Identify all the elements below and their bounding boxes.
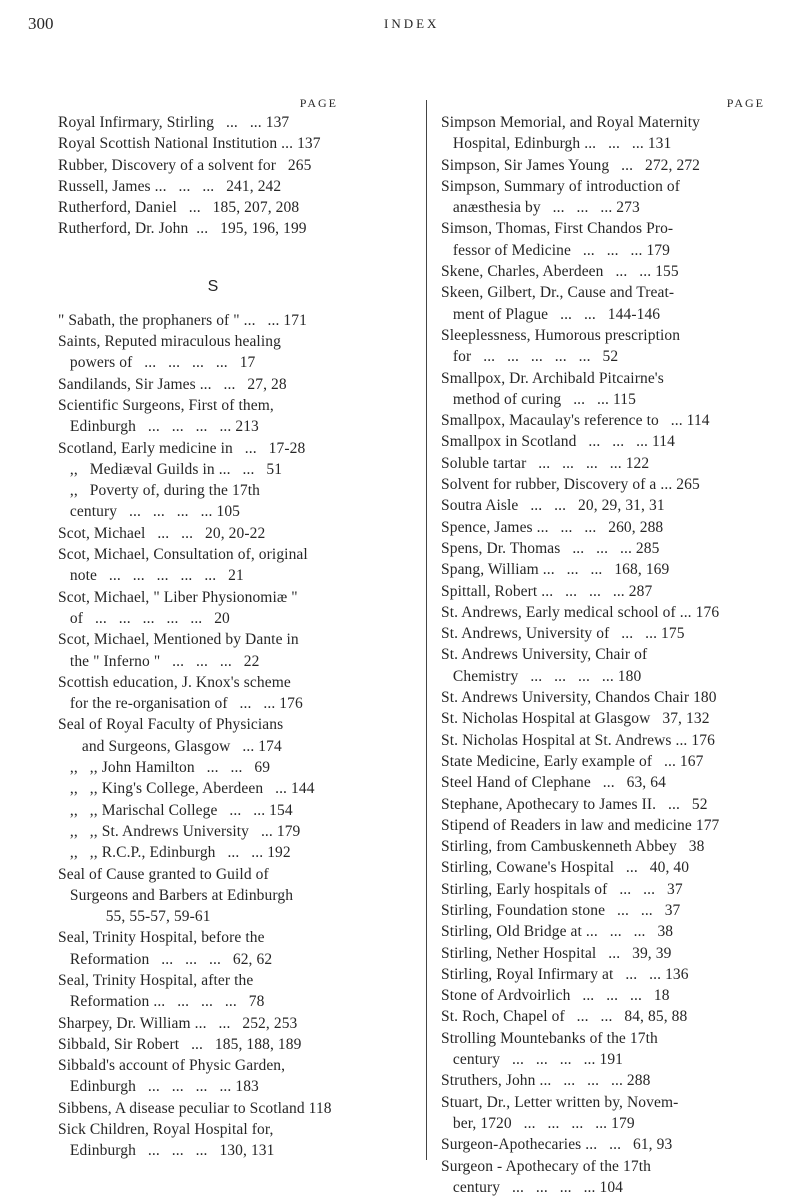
- index-entry: St. Nicholas Hospital at St. Andrews ... 176: [441, 731, 715, 749]
- index-entry: Sharpey, Dr. William ... ... 252, 253: [58, 1014, 298, 1032]
- index-entry: Skene, Charles, Aberdeen ... ... 155: [441, 263, 679, 281]
- index-entry: Rutherford, Dr. John ... 195, 196, 199: [58, 220, 307, 238]
- index-entry: ,, ,, King's College, Aberdeen ... 144: [58, 780, 315, 798]
- index-entry: Edinburgh ... ... ... ... 183: [58, 1078, 259, 1096]
- column-divider: [426, 100, 427, 1160]
- index-entry: ,, ,, Marischal College ... ... 154: [58, 801, 293, 819]
- index-entry: Stipend of Readers in law and medicine 177: [441, 816, 720, 834]
- index-entry: Sibbald, Sir Robert ... 185, 188, 189: [58, 1035, 302, 1053]
- page-number: 300: [28, 14, 54, 33]
- index-entry: ,, ,, R.C.P., Edinburgh ... ... 192: [58, 844, 291, 862]
- index-entry: St. Andrews, University of ... ... 175: [441, 625, 685, 643]
- index-entry: Chemistry ... ... ... ... 180: [441, 667, 642, 685]
- index-entry: St. Andrews, Early medical school of ... 176: [441, 603, 720, 621]
- index-entry: Stephane, Apothecary to James II. ... 52: [441, 795, 708, 813]
- index-entry: Royal Scottish National Institution ... 137: [58, 135, 321, 153]
- index-entry: Stuart, Dr., Letter written by, Novem-: [441, 1093, 679, 1111]
- index-entry: Simpson, Summary of introduction of: [441, 177, 681, 195]
- index-entry: Seal, Trinity Hospital, after the: [58, 971, 254, 989]
- index-entry: Edinburgh ... ... ... 130, 131: [58, 1142, 275, 1160]
- index-entry: anæsthesia by ... ... ... 273: [441, 199, 640, 217]
- index-entry: ,, Mediæval Guilds in ... ... 51: [58, 460, 283, 478]
- index-entry: St. Roch, Chapel of ... ... 84, 85, 88: [441, 1008, 688, 1026]
- index-entry: ,, ,, John Hamilton ... ... 69: [58, 759, 271, 777]
- index-entry: Scientific Surgeons, First of them,: [58, 396, 274, 414]
- index-entry: fessor of Medicine ... ... ... 179: [441, 241, 671, 259]
- index-entry: Edinburgh ... ... ... ... 213: [58, 418, 259, 436]
- index-entry: Sibbald's account of Physic Garden,: [58, 1057, 286, 1075]
- index-entry: Seal, Trinity Hospital, before the: [58, 929, 265, 947]
- index-entry: Smallpox in Scotland ... ... ... 114: [441, 433, 675, 451]
- index-entry: for the re-organisation of ... ... 176: [58, 695, 303, 713]
- index-entry: Rubber, Discovery of a solvent for 265: [58, 156, 312, 174]
- index-entry: St. Nicholas Hospital at Glasgow 37, 132: [441, 710, 710, 728]
- index-entry: Simpson, Sir James Young ... 272, 272: [441, 156, 701, 174]
- index-entry: Stirling, Nether Hospital ... 39, 39: [441, 944, 672, 962]
- index-entry: Stirling, Cowane's Hospital ... 40, 40: [441, 859, 690, 877]
- index-entry: Struthers, John ... ... ... ... 288: [441, 1072, 651, 1090]
- running-title: INDEX: [384, 16, 440, 31]
- index-entry: Strolling Mountebanks of the 17th: [441, 1029, 658, 1047]
- index-entry: Scotland, Early medicine in ... 17-28: [58, 439, 306, 457]
- index-entries-s-right: [441, 112, 791, 1198]
- index-entries-s-left: [58, 310, 420, 1162]
- index-entry: Rutherford, Daniel ... 185, 207, 208: [58, 199, 300, 217]
- index-entry: Skeen, Gilbert, Dr., Cause and Treat-: [441, 284, 675, 302]
- index-entry: century ... ... ... ... 191: [441, 1051, 624, 1069]
- index-entry: Scot, Michael ... ... 20, 20-22: [58, 524, 266, 542]
- index-entry: for ... ... ... ... ... 52: [441, 348, 619, 366]
- index-entry: St. Andrews University, Chair of: [441, 646, 648, 664]
- index-entry: Sibbens, A disease peculiar to Scotland 118: [58, 1099, 332, 1117]
- index-entry: Simpson Memorial, and Royal Maternity: [441, 114, 700, 131]
- index-entry: 55, 55-57, 59-61: [58, 908, 211, 926]
- index-entry: Scot, Michael, Mentioned by Dante in: [58, 631, 299, 649]
- index-entries-r: [58, 112, 420, 240]
- index-entry: Stone of Ardvoirlich ... ... ... 18: [441, 987, 670, 1005]
- index-entry: Hospital, Edinburgh ... ... ... 131: [441, 135, 672, 153]
- index-entry: Spang, William ... ... ... 168, 169: [441, 561, 670, 579]
- index-entry: Soutra Aisle ... ... 20, 29, 31, 31: [441, 497, 665, 515]
- index-entry: Steel Hand of Clephane ... 63, 64: [441, 774, 666, 792]
- left-index-column: [58, 96, 420, 1162]
- index-entry: of ... ... ... ... ... 20: [58, 609, 230, 627]
- index-entry: Surgeon - Apothecary of the 17th: [441, 1157, 651, 1175]
- index-entry: Sandilands, Sir James ... ... 27, 28: [58, 375, 287, 393]
- index-entry: Scot, Michael, Consultation of, original: [58, 546, 308, 564]
- index-entry: Sleeplessness, Humorous prescription: [441, 326, 681, 344]
- index-entry: Saints, Reputed miraculous healing: [58, 333, 281, 351]
- section-letter: S: [207, 277, 219, 295]
- index-entry: State Medicine, Early example of ... 167: [441, 752, 704, 770]
- index-entry: Reformation ... ... ... 62, 62: [58, 950, 273, 968]
- index-entry: Stirling, from Cambuskenneth Abbey 38: [441, 838, 705, 856]
- index-entry: Solvent for rubber, Discovery of a ... 265: [441, 476, 700, 494]
- page-column-label: PAGE: [726, 96, 765, 110]
- index-entry: Seal of Royal Faculty of Physicians: [58, 716, 284, 734]
- index-entry: Reformation ... ... ... ... 78: [58, 993, 265, 1011]
- index-entry: Royal Infirmary, Stirling ... ... 137: [58, 114, 290, 131]
- index-entry: Smallpox, Dr. Archibald Pitcairne's: [441, 369, 664, 387]
- index-entry: Seal of Cause granted to Guild of: [58, 865, 269, 883]
- index-entry: powers of ... ... ... ... 17: [58, 354, 256, 372]
- index-entry: Simson, Thomas, First Chandos Pro-: [441, 220, 674, 238]
- index-entry: Surgeons and Barbers at Edinburgh: [58, 886, 294, 904]
- index-entry: method of curing ... ... 115: [441, 390, 636, 408]
- index-entry: Spence, James ... ... ... 260, 288: [441, 518, 664, 536]
- index-entry: ,, ,, St. Andrews University ... 179: [58, 822, 301, 840]
- index-entry: Smallpox, Macaulay's reference to ... 114: [441, 412, 710, 430]
- index-entry: note ... ... ... ... ... 21: [58, 567, 244, 585]
- index-entry: ment of Plague ... ... 144-146: [441, 305, 661, 323]
- index-entry: " Sabath, the prophaners of " ... ... 171: [58, 311, 307, 329]
- index-entry: St. Andrews University, Chandos Chair 180: [441, 689, 717, 707]
- index-entry: ,, Poverty of, during the 17th: [58, 482, 260, 500]
- right-index-column: [441, 96, 791, 1198]
- index-entry: Spittall, Robert ... ... ... ... 287: [441, 582, 653, 600]
- index-entry: Sick Children, Royal Hospital for,: [58, 1121, 274, 1139]
- index-entry: Spens, Dr. Thomas ... ... ... 285: [441, 539, 660, 557]
- index-entry: century ... ... ... ... 105: [58, 503, 241, 521]
- index-entry: Stirling, Old Bridge at ... ... ... 38: [441, 923, 674, 941]
- index-entry: and Surgeons, Glasgow ... 174: [58, 737, 282, 755]
- index-entry: ber, 1720 ... ... ... ... 179: [441, 1114, 635, 1132]
- index-entry: Stirling, Foundation stone ... ... 37: [441, 901, 681, 919]
- index-entry: Stirling, Early hospitals of ... ... 37: [441, 880, 683, 898]
- index-entry: Stirling, Royal Infirmary at ... ... 136: [441, 965, 689, 983]
- index-entry: century ... ... ... ... 104: [441, 1178, 624, 1196]
- index-entry: Scottish education, J. Knox's scheme: [58, 673, 291, 691]
- page-column-label: PAGE: [299, 96, 338, 110]
- index-entry: Russell, James ... ... ... 241, 242: [58, 177, 282, 195]
- index-entry: the " Inferno " ... ... ... 22: [58, 652, 260, 670]
- index-entry: Surgeon-Apothecaries ... ... 61, 93: [441, 1136, 673, 1154]
- index-entry: Soluble tartar ... ... ... ... 122: [441, 454, 650, 472]
- index-entry: Scot, Michael, " Liber Physionomiæ ": [58, 588, 298, 606]
